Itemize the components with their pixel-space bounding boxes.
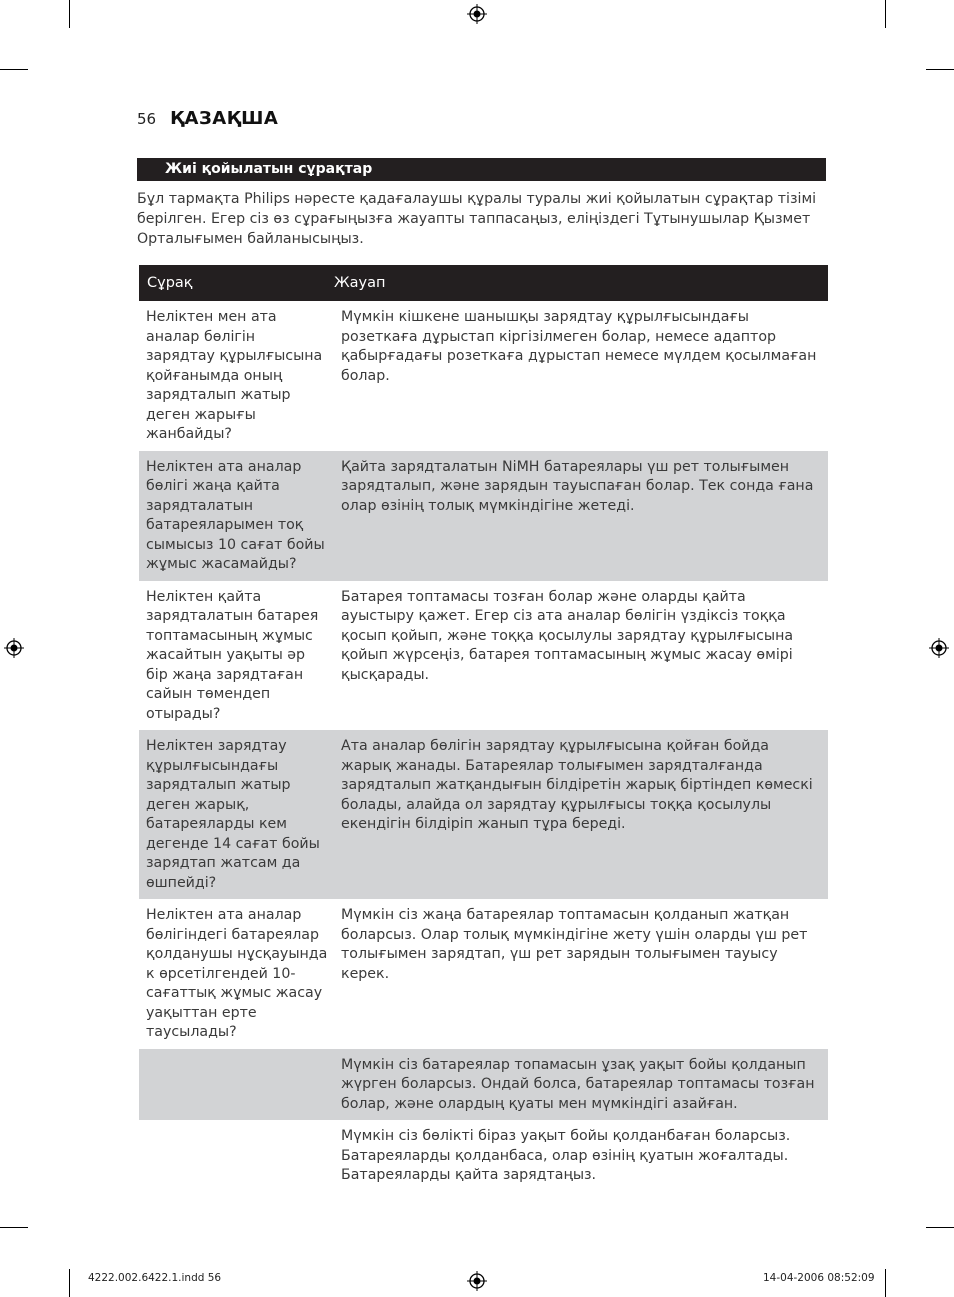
table-row xyxy=(139,899,828,1049)
registration-mark-icon xyxy=(929,638,949,658)
answer-cell: Мүмкін сіз жаңа батареялар топтамасын қолданып жатқан боларсыз. Олар толық мүмкіндігіне жету үшін оларды үш рет толығымен зарядтап, үш рет зарядын толығымен тауысу керек. xyxy=(341,907,808,982)
answer-cell: Мүмкін сіз батареялар топамасын ұзақ уақыт бойы қолданып жүрген боларсыз. Ондай болса, батареялар топтамасы тозған болар, және олардың қуаты мен мүмкіндігі азайған. xyxy=(341,1056,815,1112)
question-cell: Неліктен мен ата аналар бөлігін зарядтау құрылғысына қойғанымда оның зарядталып жатыр деген жарығы жанбайды? xyxy=(146,309,323,442)
question-cell: Неліктен ата аналар бөлігі жаңа қайта зарядталатын батареяларымен тоқ сымысыз 10 сағат бойы жұмыс жасамайды? xyxy=(146,458,325,572)
answer-cell: Мүмкін кішкене шанышқы зарядтау құрылғысындағы розеткаға дұрыстап кіргізілмеген болар, немесе адаптор қабырғадағы розеткаға дұрыстап немесе мүлдем қосылмаған болар. xyxy=(341,309,817,384)
table-row xyxy=(139,451,828,581)
crop-mark xyxy=(926,69,954,70)
crop-mark xyxy=(0,69,28,70)
answer-cell: Мүмкін сіз бөлікті біраз уақыт бойы қолданбаған боларсыз. Батареяларды қолданбаса, олар өзінің қуатын жоғалтады. Батареяларды қайта зарядтаңыз. xyxy=(341,1128,791,1183)
crop-mark xyxy=(0,1227,28,1228)
page-header xyxy=(137,108,278,129)
table-row xyxy=(139,730,828,899)
answer-cell: Қайта зарядталатын NiMH батареялары үш рет толығымен зарядталып, және зарядын тауыспаған болар. Тек сонда ғана олар өзінің толық мүмкіндігіне жетеді. xyxy=(341,458,814,514)
crop-mark xyxy=(885,0,886,28)
footer-file-name: 4222.002.6422.1.indd 56 xyxy=(88,1272,222,1284)
question-cell: Неліктен зарядтау құрылғысындағы зарядталып жатыр деген жарық, батареяларды кем дегенде 14 сағат бойы зарядтап жатсам да өшпейді? xyxy=(146,738,320,891)
question-cell: Неліктен қайта зарядталатын батарея топтамасының жұмыс жасайтын уақыты әр бір жаңа зарядтаған сайын төмендеп отырады? xyxy=(146,588,319,722)
column-header-question: Сұрақ xyxy=(147,275,193,291)
page-number: 56 xyxy=(137,110,157,128)
crop-mark xyxy=(69,0,70,28)
footer-timestamp: 14-04-2006 08:52:09 xyxy=(763,1272,875,1284)
crop-mark xyxy=(885,1269,886,1297)
faq-rows xyxy=(139,301,828,1192)
registration-mark-icon xyxy=(467,4,487,24)
question-cell xyxy=(139,1120,334,1192)
faq-table xyxy=(139,265,828,1192)
section-title: Жиі қойылатын сұрақтар xyxy=(137,158,826,181)
registration-mark-icon xyxy=(467,1271,487,1291)
question-cell: Неліктен ата аналар бөлігіндегі батареялар қолданушы нұсқауында к өрсетілгендей 10-сағаттық жұмыс жасау уақыттан ерте таусылады? xyxy=(146,907,328,1040)
answer-cell: Ата аналар бөлігін зарядтау құрылғысына қойған бойда жарық жанады. Батареялар толығымен зарядталғанда зарядталып жатқандығын білдіретін жарық біртіндеп көмескі болады, алайда ол зарядтау құрылғысы тоққа қосылулы екендігін білдіріп жанып тұра береді. xyxy=(341,738,813,832)
registration-mark-icon xyxy=(4,638,24,658)
crop-mark xyxy=(926,1227,954,1228)
page-language-title: ҚАЗАҚША xyxy=(170,108,279,129)
section-intro: Бұл тармақта Philips нәресте қадағалаушы құралы туралы жиі қойылатын сұрақтар тізімі берілген. Егер сіз өз сұрағыңызға жауапты таппасаңыз, еліңіздегі Тұтынушылар Қызмет Орталығымен байланысыңыз. xyxy=(137,191,817,247)
column-header-answer: Жауап xyxy=(334,275,386,291)
table-row xyxy=(139,1120,828,1192)
crop-mark xyxy=(69,1269,70,1297)
answer-cell: Батарея топтамасы тозған болар және оларды қайта ауыстыру қажет. Егер сіз ата аналар бөлігін үздіксіз тоққа қосып қойып, және тоққа қосылулы зарядтау құрылғысына қойып жүрсеңіз, батарея топтамасының жұмыс жасау өмірі қысқарады. xyxy=(341,588,794,683)
faq-table-header xyxy=(139,265,828,301)
table-row xyxy=(139,581,828,731)
table-row xyxy=(139,301,828,451)
question-cell xyxy=(139,1049,334,1121)
table-row xyxy=(139,1049,828,1121)
